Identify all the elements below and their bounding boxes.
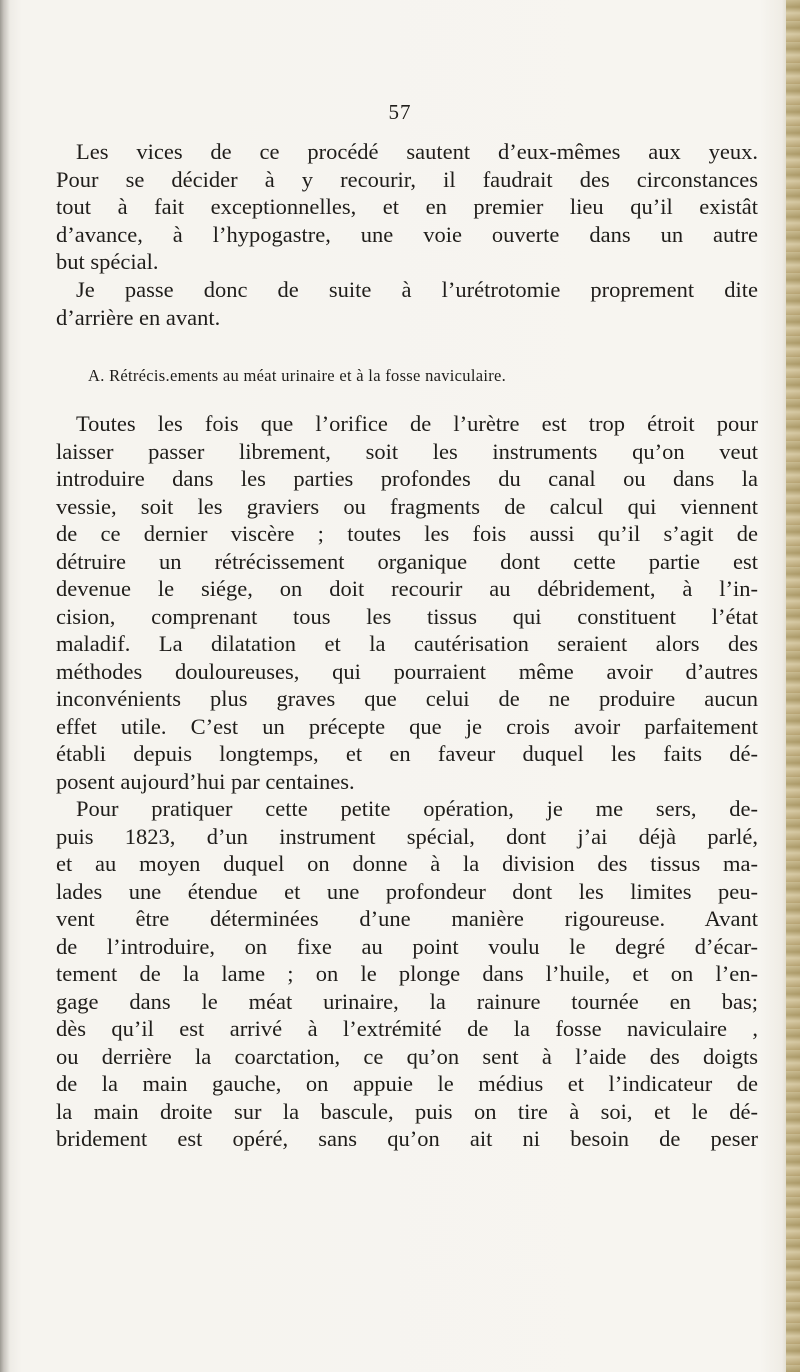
text-line: méthodes douloureuses, qui pourraient même avoir d’autres <box>56 658 758 684</box>
text-line: gage dans le méat urinaire, la rainure tournée en bas; <box>56 988 758 1014</box>
text-line: Toutes les fois que l’orifice de l’urètre est trop étroit pour <box>76 411 758 436</box>
text-line: but spécial. <box>56 249 159 274</box>
text-line: détruire un rétrécissement organique dont cette partie est <box>56 548 758 574</box>
text-line: Les vices de ce procédé sautent d’eux-mêmes aux yeux. <box>76 139 758 164</box>
paragraph-2 <box>56 276 758 331</box>
text-line: établi depuis longtemps, et en faveur duquel les faits dé- <box>56 741 758 766</box>
text-line: tout à fait exceptionnelles, et en premier lieu qu’il existât <box>56 194 758 219</box>
page-binding-edge-right <box>786 0 800 1372</box>
text-line: tement de la lame ; on le plonge dans l’huile, et on l’en- <box>56 961 758 986</box>
text-line: de la main gauche, on appuie le médius et l’indicateur de <box>56 1071 758 1096</box>
text-line: Je passe donc de suite à l’urétrotomie proprement dite <box>76 277 758 302</box>
text-line: Pour se décider à y recourir, il faudrait des circonstances <box>56 166 758 192</box>
text-line: de ce dernier viscère ; toutes les fois aussi qu’il s’agit de <box>56 521 758 546</box>
text-line: dès qu’il est arrivé à l’extrémité de la fosse naviculaire , <box>56 1016 758 1041</box>
text-line: d’arrière en avant. <box>56 304 221 330</box>
text-line: inconvénients plus graves que celui de ne produire aucun <box>56 686 758 711</box>
text-line: devenue le siége, on doit recourir au débridement, à l’in- <box>56 576 758 601</box>
text-line: la main droite sur la bascule, puis on tire à soi, et le dé- <box>56 1098 758 1124</box>
page-number: 57 <box>388 100 412 124</box>
text-line: vent être déterminées d’une manière rigoureuse. Avant <box>56 906 758 931</box>
text-line: ou derrière la coarctation, ce qu’on sent à l’aide des doigts <box>56 1043 758 1069</box>
text-line: introduire dans les parties profondes du canal ou dans la <box>56 466 758 491</box>
text-line: Pour pratiquer cette petite opération, je me sers, de- <box>76 796 758 821</box>
paragraph-1 <box>56 138 758 276</box>
paragraph-3 <box>56 410 758 795</box>
text-line: et au moyen duquel on donne à la division des tissus ma- <box>56 851 758 876</box>
text-line: vessie, soit les graviers ou fragments de calcul qui viennent <box>56 493 758 519</box>
text-line: d’avance, à l’hypogastre, une voie ouverte dans un autre <box>56 221 758 247</box>
paragraph-4 <box>56 795 758 1153</box>
text-line: maladif. La dilatation et la cautérisation seraient alors des <box>56 631 758 656</box>
text-line: posent aujourd’hui par centaines. <box>56 768 355 794</box>
text-line: lades une étendue et une profondeur dont les limites peu- <box>56 878 758 904</box>
text-line: de l’introduire, on fixe au point voulu le degré d’écar- <box>56 933 758 959</box>
text-line: puis 1823, d’un instrument spécial, dont j’ai déjà parlé, <box>56 823 758 849</box>
text-line: cision, comprenant tous les tissus qui constituent l’état <box>56 603 758 629</box>
text-line: laisser passer librement, soit les instruments qu’on veut <box>56 438 758 464</box>
section-heading: A. Rétrécis.ements au méat urinaire et à la fosse naviculaire. <box>88 366 507 385</box>
text-line: bridement est opéré, sans qu’on ait ni besoin de peser <box>56 1126 758 1151</box>
text-line: effet utile. C’est un précepte que je crois avoir parfaitement <box>56 713 758 739</box>
page-binding-edge-left <box>0 0 10 1372</box>
